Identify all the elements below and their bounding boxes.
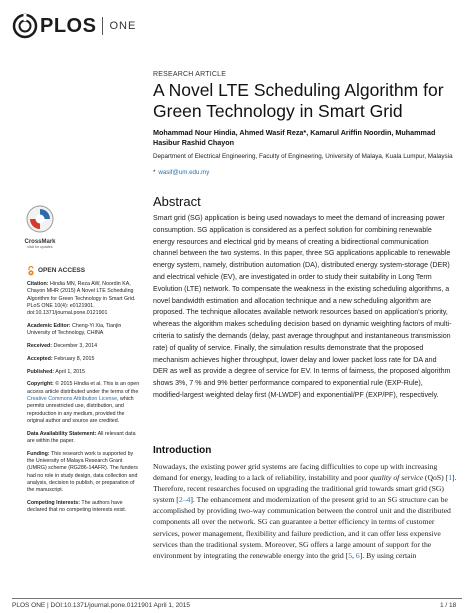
- accepted-label: Accepted:: [27, 355, 53, 362]
- email-star: *: [153, 169, 156, 176]
- introduction-heading: Introduction: [153, 445, 212, 456]
- intro-text-1: Nowadays, the existing power grid systems are facing difficulties to cope up with increasing demand for energy, leading to a lack of reliability, instability and poor: [153, 462, 438, 483]
- crossmark-icon: [26, 205, 54, 233]
- author-affiliation: Department of Electrical Engineering, Faculty of Engineering, University of Malaya, Kuala Lumpur, Malaysia: [153, 153, 453, 160]
- data-availability-text: All relevant data are within the paper.: [27, 430, 136, 445]
- published-label: Published:: [27, 368, 55, 375]
- footer-citation: PLOS ONE | DOI:10.1371/journal.pone.0121901 April 1, 2015: [12, 602, 191, 609]
- intro-qos-term: quality of service: [370, 473, 423, 483]
- accepted-block: [27, 356, 142, 363]
- abstract-body: Smart grid (SG) application is being used nowadays to meet the demand of increasing power consumption. SG application is considered as a perfect solution for combining renewable energy resources and electrical grid by means of creating a bidirectional communication channel between the two systems. In this paper, three SG applications applicable to renewable energy system, namely, distribution automation (DA), distributed energy system-storage (DER) and electrical vehicle (EV), are investigated in order to study their suitability in Long Term Evolution (LTE) network. To compensate the weakness in the existing scheduling algorithms, a novel bandwidth estimation and allocation technique and a new scheduling algorithm are proposed. The technique allocates available network resources based on application's priority, whereas the algorithm makes scheduling decision based on dynamic weighting factors of multi-criteria to satisfy the demands (delay, past average throughput and instantaneous transmission rate) of quality of service. Finally, the simulation results demonstrate that the proposed mechanism achieves higher throughput, lower delay and lower packet loss rate for DA and DER as well as provide a degree of service for EV. In terms of fairness, the proposed algorithm shows 3%, 7 % and 9% better performance compared to exponential rule (EXP-Rule), modified-largest weighted delay first (M-LWDF) and exponential/PF (EXP/PF), respectively.: [153, 214, 452, 399]
- open-access-label: OPEN ACCESS: [38, 267, 86, 275]
- copyright-label: Copyright:: [27, 381, 54, 388]
- reference-link[interactable]: 2–4: [178, 495, 191, 505]
- received-label: Received:: [27, 343, 53, 350]
- author-list: Mohammad Nour Hindia, Ahmed Wasif Reza*, Kamarul Ariffin Noordin, Muhammad Hasibur Rashid Chayon: [153, 128, 436, 147]
- intro-text-6: ]. By using certain: [359, 550, 417, 560]
- funding-block: [27, 451, 142, 495]
- intro-text-4: ]. The enhancement and modernization of the present grid to an SG structure can be accomplished by providing two-way communication between the control unit and the distributed components all over the network. SG can guarantee a better efficiency in terms of customer services, power management, flexibility and failure prediction, and it can offer less expensive services than the traditional system. Moreover, SG offers a large amount of support for the environment by integrating the renewable energy into the grid [: [153, 495, 451, 560]
- open-access-badge: [27, 266, 142, 276]
- received-block: [27, 343, 142, 350]
- published-block: [27, 369, 142, 376]
- editor-block: [27, 323, 142, 338]
- logo-divider: [102, 17, 103, 35]
- funding-text: This research work is supported by the University of Malaya Research Grant (UMRG) scheme (RG286-14AFR). The funders had no role in study design, data collection and analysis, decision to publish, or preparation of the manuscript.: [27, 450, 138, 494]
- competing-interests-text: The authors have declared that no competing interests exist.: [27, 500, 127, 514]
- crossmark-badge[interactable]: [12, 205, 68, 249]
- competing-interests-label: Competing Interests:: [27, 500, 80, 507]
- citation-block: [27, 281, 142, 317]
- citation-label: Citation:: [27, 281, 49, 287]
- abstract-heading: Abstract: [153, 194, 201, 209]
- crossmark-sub: click for updates: [27, 245, 53, 249]
- reference-link[interactable]: 5: [348, 550, 353, 560]
- article-title: A Novel LTE Scheduling Algorithm for Green Technology in Smart Grid: [153, 80, 444, 121]
- logo-sub-text: ONE: [109, 20, 137, 32]
- logo-brand-text: PLOS: [40, 14, 97, 37]
- competing-interests-block: [27, 500, 142, 515]
- copyright-block: [27, 381, 142, 425]
- published-date: April 1, 2015: [55, 368, 86, 375]
- article-sidebar: [27, 266, 142, 520]
- footer-divider: [12, 598, 462, 599]
- intro-text-5: ,: [352, 550, 356, 560]
- crossmark-label: CrossMark: [24, 239, 56, 245]
- citation-text: Hindia MN, Reza AW, Noordin KA, Chayon MHR (2015) A Novel LTE Scheduling Algorithm for Green Technology in Smart Grid. PLoS ONE 10(4): e0121901. doi:10.1371/journal.pone.0121901: [27, 281, 136, 317]
- reference-link[interactable]: 1: [448, 473, 453, 483]
- editor-text: Cheng-Yi Xia, Tianjin University of Technology, CHINA: [27, 322, 122, 337]
- data-availability-label: Data Availability Statement:: [27, 430, 97, 437]
- copyright-text-pre: © 2015 Hindia et al. This is an open access article distributed under the terms of the: [27, 381, 140, 395]
- email-link[interactable]: wasif@um.edu.my: [158, 169, 210, 176]
- received-date: December 3, 2014: [53, 343, 98, 350]
- reference-link[interactable]: 6: [355, 550, 360, 560]
- article-type: RESEARCH ARTICLE: [153, 71, 227, 78]
- accepted-date: February 8, 2015: [54, 355, 95, 362]
- intro-text-2: (QoS) [: [424, 473, 449, 483]
- editor-label: Academic Editor:: [27, 322, 71, 329]
- license-link[interactable]: Creative Commons Attribution License: [27, 396, 118, 403]
- corresponding-email: [153, 169, 209, 176]
- intro-text-3: ]. Therefore, recent researches focused on upgrading the traditional grid towards smart grid (SG) system [: [153, 473, 457, 505]
- open-lock-icon: [27, 266, 35, 276]
- journal-logo[interactable]: [12, 12, 136, 40]
- introduction-body: [153, 461, 458, 561]
- funding-label: Funding:: [27, 450, 50, 457]
- plos-logo-icon: [12, 13, 38, 39]
- page-number: 1 / 18: [440, 602, 457, 609]
- copyright-text-post: , which permits unrestricted use, distribution, and reproduction in any medium, provided the original author and source are credited.: [27, 396, 134, 424]
- data-availability-block: [27, 431, 142, 446]
